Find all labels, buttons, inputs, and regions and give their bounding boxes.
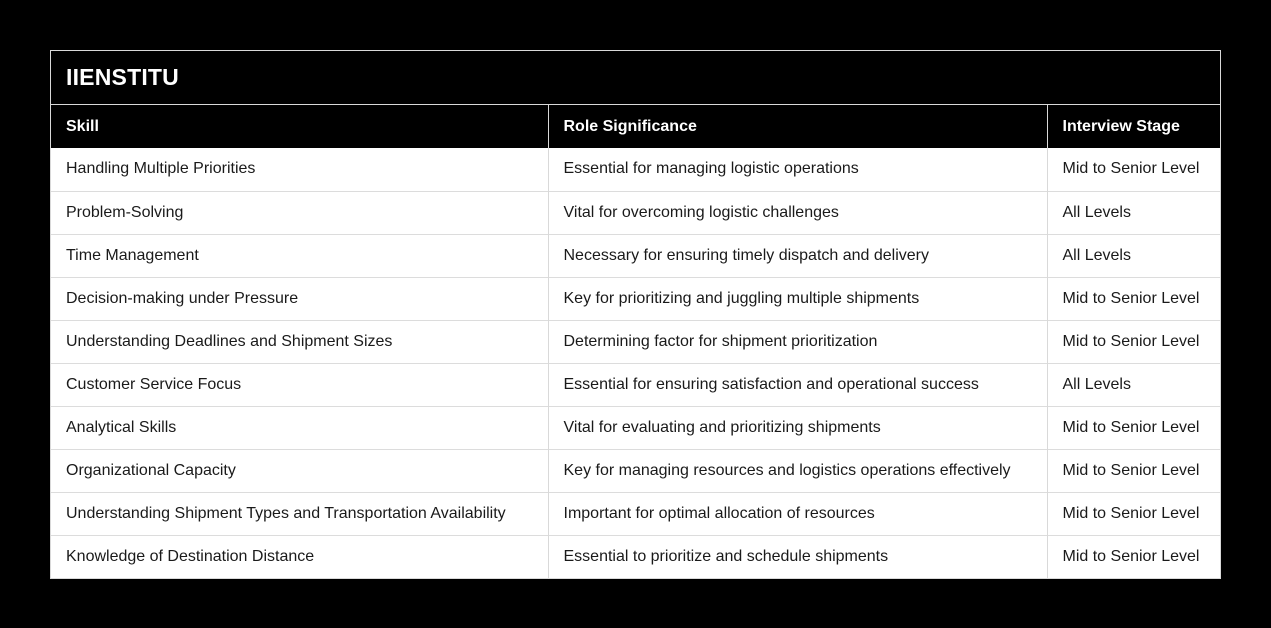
skills-table-container bbox=[50, 50, 1221, 579]
cell-interview-stage: All Levels bbox=[1047, 191, 1220, 234]
cell-skill: Analytical Skills bbox=[51, 406, 548, 449]
table-title: IIENSTITU bbox=[51, 51, 1220, 105]
cell-interview-stage: Mid to Senior Level bbox=[1047, 449, 1220, 492]
cell-role-significance: Vital for overcoming logistic challenges bbox=[548, 191, 1047, 234]
cell-interview-stage: All Levels bbox=[1047, 234, 1220, 277]
table-row bbox=[51, 406, 1220, 449]
cell-role-significance: Essential for ensuring satisfaction and operational success bbox=[548, 363, 1047, 406]
skills-table bbox=[51, 105, 1220, 578]
cell-skill: Understanding Shipment Types and Transportation Availability bbox=[51, 492, 548, 535]
table-row bbox=[51, 148, 1220, 191]
cell-interview-stage: Mid to Senior Level bbox=[1047, 277, 1220, 320]
header-row bbox=[51, 105, 1220, 148]
cell-interview-stage: Mid to Senior Level bbox=[1047, 148, 1220, 191]
cell-skill: Handling Multiple Priorities bbox=[51, 148, 548, 191]
table-row bbox=[51, 191, 1220, 234]
cell-role-significance: Key for prioritizing and juggling multiple shipments bbox=[548, 277, 1047, 320]
table-row bbox=[51, 535, 1220, 578]
cell-skill: Decision-making under Pressure bbox=[51, 277, 548, 320]
cell-role-significance: Determining factor for shipment prioritization bbox=[548, 320, 1047, 363]
cell-role-significance: Essential to prioritize and schedule shipments bbox=[548, 535, 1047, 578]
table-row bbox=[51, 320, 1220, 363]
column-header-role-significance: Role Significance bbox=[548, 105, 1047, 148]
cell-role-significance: Essential for managing logistic operations bbox=[548, 148, 1047, 191]
table-row bbox=[51, 234, 1220, 277]
cell-skill: Knowledge of Destination Distance bbox=[51, 535, 548, 578]
table-row bbox=[51, 492, 1220, 535]
cell-interview-stage: Mid to Senior Level bbox=[1047, 535, 1220, 578]
cell-skill: Organizational Capacity bbox=[51, 449, 548, 492]
cell-skill: Understanding Deadlines and Shipment Sizes bbox=[51, 320, 548, 363]
table-row bbox=[51, 363, 1220, 406]
cell-interview-stage: Mid to Senior Level bbox=[1047, 406, 1220, 449]
column-header-interview-stage: Interview Stage bbox=[1047, 105, 1220, 148]
cell-role-significance: Vital for evaluating and prioritizing shipments bbox=[548, 406, 1047, 449]
table-row bbox=[51, 449, 1220, 492]
cell-interview-stage: Mid to Senior Level bbox=[1047, 320, 1220, 363]
cell-skill: Customer Service Focus bbox=[51, 363, 548, 406]
cell-role-significance: Important for optimal allocation of resources bbox=[548, 492, 1047, 535]
cell-skill: Time Management bbox=[51, 234, 548, 277]
column-header-skill: Skill bbox=[51, 105, 548, 148]
cell-role-significance: Key for managing resources and logistics operations effectively bbox=[548, 449, 1047, 492]
cell-interview-stage: Mid to Senior Level bbox=[1047, 492, 1220, 535]
cell-skill: Problem-Solving bbox=[51, 191, 548, 234]
cell-interview-stage: All Levels bbox=[1047, 363, 1220, 406]
cell-role-significance: Necessary for ensuring timely dispatch and delivery bbox=[548, 234, 1047, 277]
table-row bbox=[51, 277, 1220, 320]
